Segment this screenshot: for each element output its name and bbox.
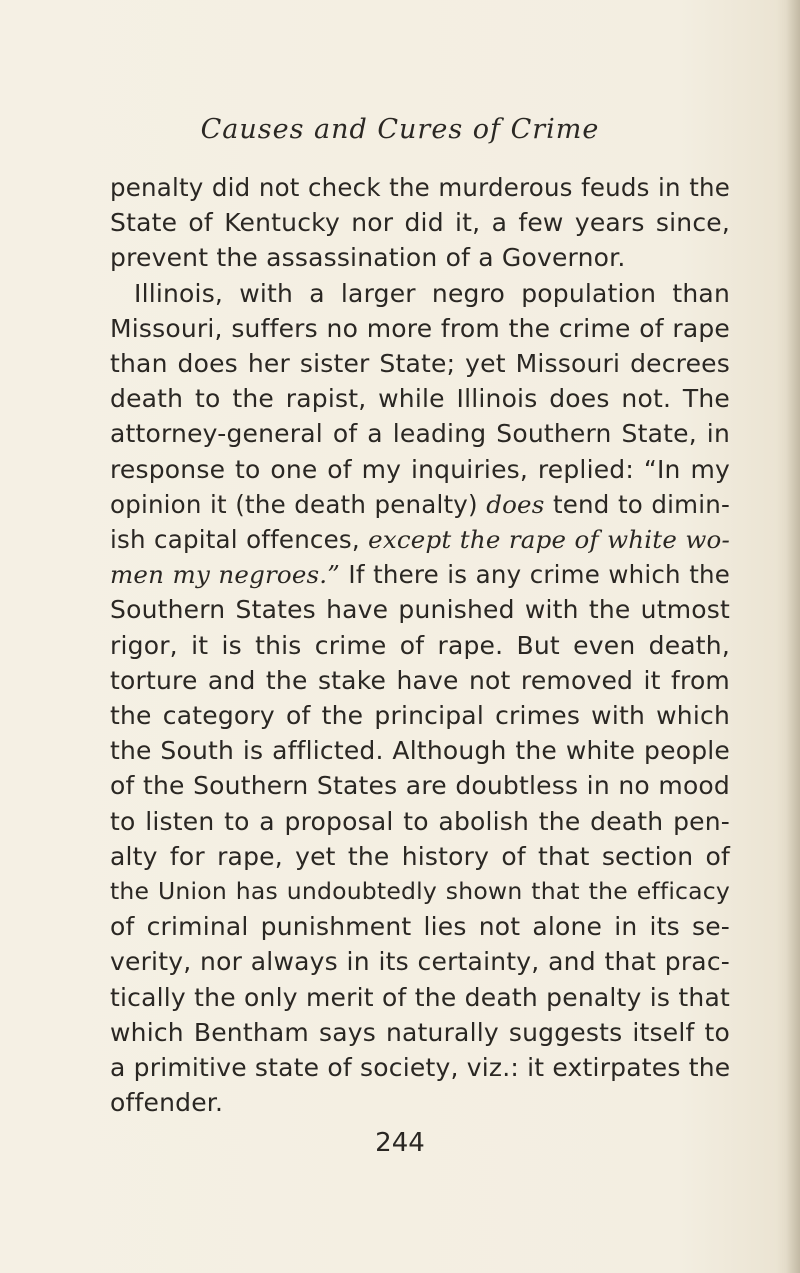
text-line: State of Kentucky nor did it, a few years since, [110, 208, 730, 238]
text-segment: If there is any crime which the [340, 560, 731, 590]
text-line: the South is afflicted. Although the white people [110, 736, 730, 766]
text-line: attorney-general of a leading Southern State, in [110, 419, 730, 449]
italic-segment: does [486, 489, 545, 519]
text-line: alty for rape, yet the history of that section of [110, 841, 730, 871]
text-line: offender. [110, 1088, 224, 1118]
text-line: the category of the principal crimes with which [110, 701, 730, 731]
text-line: torture and the stake have not removed it from [110, 665, 730, 695]
text-line [110, 487, 730, 522]
text-line: prevent the assassination of a Governor. [110, 243, 626, 273]
text-line: death to the rapist, while Illinois does not. The [110, 384, 730, 414]
text-line: which Bentham says naturally suggests itself to [110, 1017, 730, 1047]
italic-segment: except the rape of white wo- [368, 525, 730, 555]
text-line: penalty did not check the murderous feuds in the [110, 173, 730, 202]
page-edge-shadow [786, 0, 800, 1273]
text-line: a primitive state of society, viz.: it extirpates the [110, 1053, 731, 1083]
running-head: Causes and Cures of Crime [200, 114, 600, 145]
text-line: than does her sister State; yet Missouri decrees [110, 349, 730, 379]
text-line: Southern States have punished with the utmost [110, 595, 730, 625]
body-text [110, 170, 730, 1120]
text-line: Missouri, suffers no more from the crime of rape [110, 313, 730, 343]
text-line: tically the only merit of the death penalty is that [110, 982, 730, 1012]
text-line [110, 522, 730, 557]
text-line: the Union has undoubtedly shown that the efficacy [110, 877, 730, 906]
text-segment: ish capital offences, [110, 525, 369, 555]
text-line: Illinois, with a larger negro population than [134, 278, 730, 308]
text-line: to listen to a proposal to abolish the death pen- [110, 806, 730, 836]
text-line: of the Southern States are doubtless in no mood [110, 771, 730, 801]
italic-segment: men my negroes.” [110, 560, 341, 590]
text-line: response to one of my inquiries, replied: “In my [110, 454, 730, 484]
text-line: rigor, it is this crime of rape. But even death, [110, 630, 730, 660]
text-line [110, 557, 730, 592]
page-number: 244 [375, 1128, 425, 1158]
text-line: verity, nor always in its certainty, and that prac- [110, 947, 730, 977]
text-segment: opinion it (the death penalty) [110, 489, 487, 519]
text-segment: tend to dimin- [544, 489, 730, 519]
text-line: of criminal punishment lies not alone in its se- [110, 912, 730, 942]
